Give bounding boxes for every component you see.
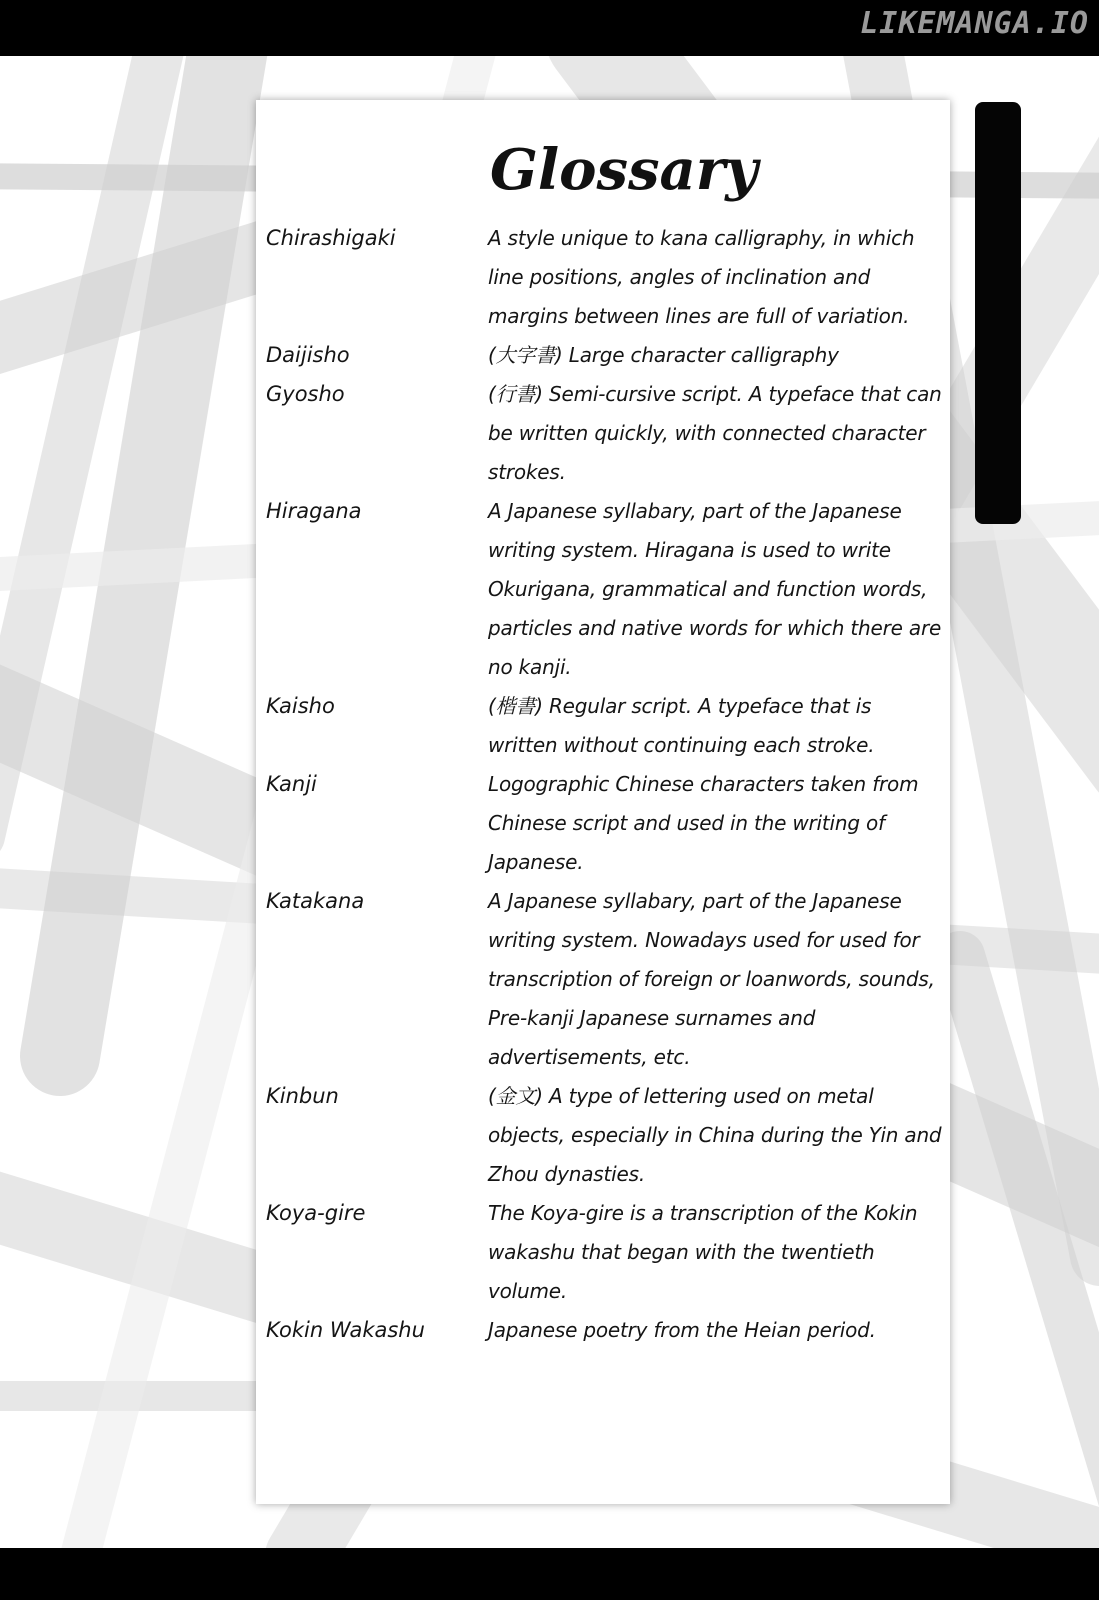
glossary-term: Chirashigaki xyxy=(266,226,396,250)
glossary-entry xyxy=(266,219,948,336)
glossary-definition: (大字書) Large character calligraphy xyxy=(488,343,839,367)
glossary-term: Katakana xyxy=(266,889,365,913)
glossary-entry xyxy=(266,687,948,765)
glossary-definition: A Japanese syllabary, part of the Japanese writing system. Nowadays used for used for transcription of foreign or loanwords, sounds, Pre-kanji Japanese surnames and advertisements, etc. xyxy=(488,889,935,1069)
glossary-term: Daijisho xyxy=(266,343,350,367)
glossary-entry xyxy=(266,336,948,375)
glossary-term: Kaisho xyxy=(266,694,335,718)
top-bar xyxy=(0,0,1099,56)
glossary-definition: (金文) A type of lettering used on metal objects, especially in China during the Yin and Zhou dynasties. xyxy=(488,1084,942,1186)
glossary-definition: The Koya-gire is a transcription of the Kokin wakashu that began with the twentieth volume. xyxy=(488,1201,918,1303)
glossary-entry xyxy=(266,1311,948,1350)
glossary-entry xyxy=(266,1077,948,1194)
glossary-entry xyxy=(266,492,948,687)
site-watermark: LIKEMANGA.IO xyxy=(860,6,1089,41)
glossary-term: Hiragana xyxy=(266,499,362,523)
glossary-definition: (楷書) Regular script. A typeface that is written without continuing each stroke. xyxy=(488,694,875,757)
glossary-definition: Logographic Chinese characters taken from Chinese script and used in the writing of Japanese. xyxy=(488,772,919,874)
glossary-list xyxy=(266,219,948,1350)
side-tab xyxy=(975,102,1021,524)
glossary-term: Kinbun xyxy=(266,1084,339,1108)
glossary-definition: A style unique to kana calligraphy, in which line positions, angles of inclination and margins between lines are full of variation. xyxy=(488,226,915,328)
glossary-entry xyxy=(266,375,948,492)
glossary-definition: Japanese poetry from the Heian period. xyxy=(488,1318,876,1342)
glossary-definition: (行書) Semi-cursive script. A typeface that can be written quickly, with connected character strokes. xyxy=(488,382,942,484)
glossary-term: Koya-gire xyxy=(266,1201,366,1225)
glossary-term: Kanji xyxy=(266,772,317,796)
glossary-entry xyxy=(266,765,948,882)
glossary-term: Kokin Wakashu xyxy=(266,1318,425,1342)
glossary-definition: A Japanese syllabary, part of the Japanese writing system. Hiragana is used to write Okurigana, grammatical and function words, particles and native words for which there are no kanji. xyxy=(488,499,942,679)
glossary-term: Gyosho xyxy=(266,382,345,406)
page-title: Glossary xyxy=(490,137,758,203)
bottom-bar xyxy=(0,1548,1099,1600)
glossary-entry xyxy=(266,1194,948,1311)
glossary-entry xyxy=(266,882,948,1077)
